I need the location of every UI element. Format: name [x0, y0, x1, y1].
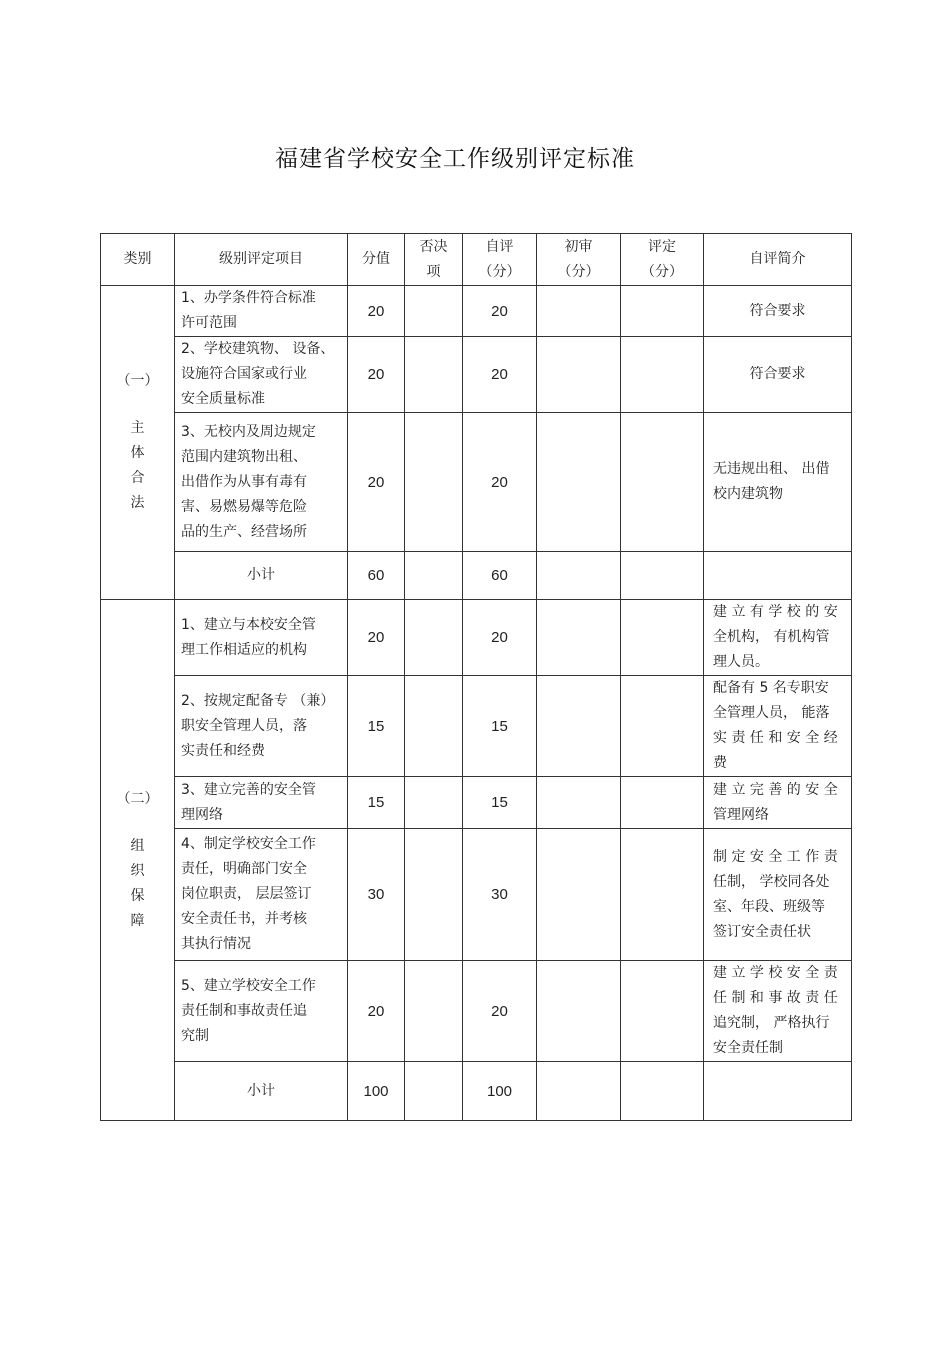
score-cell: 15: [348, 676, 405, 777]
category-char: 合: [130, 470, 145, 486]
intro-cell: 建 立 学 校 安 全 责 任 制 和 事 故 责 任 追究制， 严格执行 安全责任制: [704, 961, 852, 1062]
category-code: （一）: [116, 373, 159, 389]
final-cell: [621, 1062, 704, 1121]
review-cell: [537, 286, 621, 337]
header-final: 评定 （分）: [621, 234, 704, 286]
veto-cell: [405, 413, 463, 552]
evaluation-table: [100, 233, 852, 1121]
item-cell: 2、按规定配备专 （兼） 职安全管理人员，落 实责任和经费: [175, 676, 348, 777]
score-cell: 20: [348, 413, 405, 552]
review-cell: [537, 600, 621, 676]
category-cell: [101, 600, 175, 1121]
category-char: 障: [130, 912, 145, 929]
self-score-cell: 15: [463, 777, 537, 829]
header-self: 自评 （分）: [463, 234, 537, 286]
final-cell: [621, 961, 704, 1062]
table-row: [101, 676, 852, 777]
table-row: [101, 829, 852, 961]
category-code: （二）: [116, 790, 159, 807]
intro-cell: 配备有 5 名专职安 全管理人员， 能落 实 责 任 和 安 全 经 费: [704, 676, 852, 777]
veto-cell: [405, 286, 463, 337]
final-cell: [621, 413, 704, 552]
subtotal-row: [101, 552, 852, 600]
intro-cell: [704, 552, 852, 600]
intro-cell: 无违规出租、 出借 校内建筑物: [704, 413, 852, 552]
final-cell: [621, 286, 704, 337]
item-cell: 3、建立完善的安全管 理网络: [175, 777, 348, 829]
category-char: 织: [130, 862, 145, 879]
table-row: [101, 961, 852, 1062]
table-row: [101, 286, 852, 337]
header-veto: 否决 项: [405, 234, 463, 286]
category-char: 组: [130, 837, 145, 854]
category-char: 保: [130, 887, 145, 904]
review-cell: [537, 777, 621, 829]
subtotal-label: 小计: [175, 1062, 348, 1121]
final-cell: [621, 600, 704, 676]
item-cell: 1、建立与本校安全管 理工作相适应的机构: [175, 600, 348, 676]
table-row: [101, 600, 852, 676]
self-score-cell: 20: [463, 413, 537, 552]
review-cell: [537, 337, 621, 413]
intro-cell: [704, 1062, 852, 1121]
table-row: [101, 413, 852, 552]
self-score-cell: 20: [463, 337, 537, 413]
intro-cell: 建 立 完 善 的 安 全 管理网络: [704, 777, 852, 829]
self-score-cell: 20: [463, 600, 537, 676]
subtotal-score: 60: [348, 552, 405, 600]
review-cell: [537, 961, 621, 1062]
category-cell: [101, 286, 175, 600]
item-cell: 2、学校建筑物、 设备、 设施符合国家或行业 安全质量标准: [175, 337, 348, 413]
final-cell: [621, 829, 704, 961]
subtotal-row: [101, 1062, 852, 1121]
self-score-cell: 20: [463, 286, 537, 337]
score-cell: 15: [348, 777, 405, 829]
item-cell: 5、建立学校安全工作 责任制和事故责任追 究制: [175, 961, 348, 1062]
page-title: 福建省学校安全工作级别评定标准: [275, 146, 635, 172]
final-cell: [621, 777, 704, 829]
self-score-cell: 30: [463, 829, 537, 961]
category-char: 体: [130, 445, 145, 461]
score-cell: 20: [348, 600, 405, 676]
review-cell: [537, 413, 621, 552]
score-cell: 20: [348, 961, 405, 1062]
item-cell: 3、无校内及周边规定 范围内建筑物出租、 出借作为从事有毒有 害、易燃易爆等危险 品的生产、经营场所: [175, 413, 348, 552]
header-score: 分值: [348, 234, 405, 286]
review-cell: [537, 552, 621, 600]
intro-cell: 符合要求: [704, 337, 852, 413]
header-review: 初审 （分）: [537, 234, 621, 286]
veto-cell: [405, 337, 463, 413]
table-row: [101, 777, 852, 829]
item-cell: 4、制定学校安全工作 责任，明确部门安全 岗位职责， 层层签订 安全责任书，并考核 其执行情况: [175, 829, 348, 961]
header-item: 级别评定项目: [175, 234, 348, 286]
final-cell: [621, 337, 704, 413]
intro-cell: 建 立 有 学 校 的 安 全机构， 有机构管 理人员。: [704, 600, 852, 676]
score-cell: 30: [348, 829, 405, 961]
final-cell: [621, 676, 704, 777]
review-cell: [537, 676, 621, 777]
header-intro: 自评简介: [704, 234, 852, 286]
veto-cell: [405, 829, 463, 961]
score-cell: 20: [348, 286, 405, 337]
header-category: 类别: [101, 234, 175, 286]
veto-cell: [405, 552, 463, 600]
subtotal-self-score: 100: [463, 1062, 537, 1121]
category-char: 主: [130, 420, 145, 436]
header-row: [101, 234, 852, 286]
subtotal-self-score: 60: [463, 552, 537, 600]
self-score-cell: 15: [463, 676, 537, 777]
category-char: 法: [130, 495, 145, 511]
subtotal-score: 100: [348, 1062, 405, 1121]
score-cell: 20: [348, 337, 405, 413]
review-cell: [537, 1062, 621, 1121]
veto-cell: [405, 600, 463, 676]
veto-cell: [405, 777, 463, 829]
intro-cell: 符合要求: [704, 286, 852, 337]
table-row: [101, 337, 852, 413]
veto-cell: [405, 1062, 463, 1121]
review-cell: [537, 829, 621, 961]
subtotal-label: 小计: [175, 552, 348, 600]
veto-cell: [405, 961, 463, 1062]
item-cell: 1、办学条件符合标准 许可范围: [175, 286, 348, 337]
veto-cell: [405, 676, 463, 777]
intro-cell: 制 定 安 全 工 作 责 任制， 学校同各处 室、年段、班级等 签订安全责任状: [704, 829, 852, 961]
final-cell: [621, 552, 704, 600]
self-score-cell: 20: [463, 961, 537, 1062]
